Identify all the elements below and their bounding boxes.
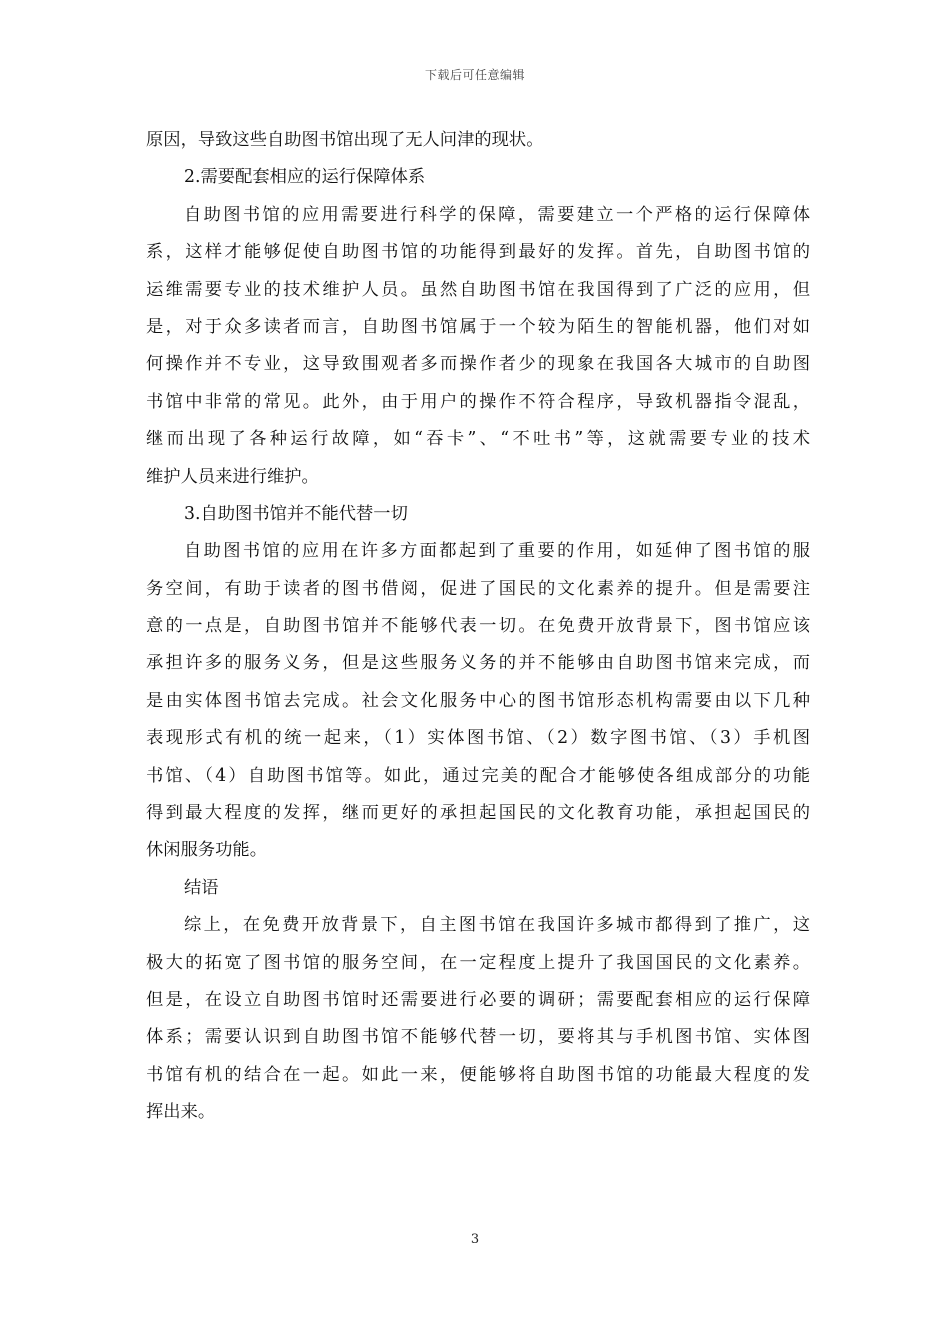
page-number: 3 [470,1232,480,1247]
text-line: 维护人员来进行维护。 [146,466,319,487]
text-line: 是由实体图书馆去完成。社会文化服务中心的图书馆形态机构需要由以下几种 [146,690,810,711]
text-line: 表现形式有机的统一起来，（1）实体图书馆、（2）数字图书馆、（3）手机图 [146,728,810,749]
text-line: 书馆、（4）自助图书馆等。如此，通过完美的配合才能够使各组成部分的功能 [146,765,810,786]
text-line: 自助图书馆的应用在许多方面都起到了重要的作用，如延伸了图书馆的服 [184,541,810,562]
text-line: 书馆有机的结合在一起。如此一来，便能够将自助图书馆的功能最大程度的发 [146,1064,810,1085]
document-body [146,122,810,1132]
text-line: 挥出来。 [146,1102,216,1123]
text-line: 但是，在设立自助图书馆时还需要进行必要的调研；需要配套相应的运行保障 [146,989,810,1010]
text-line: 意的一点是，自助图书馆并不能够代表一切。在免费开放背景下，图书馆应该 [146,616,810,637]
section-heading: 结语 [184,877,219,898]
text-line: 承担许多的服务义务，但是这些服务义务的并不能够由自助图书馆来完成，而 [146,653,810,674]
text-line: 继而出现了各种运行故障，如“吞卡”、“不吐书”等，这就需要专业的技术 [146,429,810,450]
text-line: 务空间，有助于读者的图书借阅，促进了国民的文化素养的提升。但是需要注 [146,578,810,599]
text-line: 休闲服务功能。 [146,840,267,861]
text-line: 何操作并不专业，这导致围观者多而操作者少的现象在我国各大城市的自助图 [146,354,810,375]
text-line: 得到最大程度的发挥，继而更好的承担起国民的文化教育功能，承担起国民的 [146,803,810,824]
page-header: 下载后可任意编辑 [424,68,525,82]
text-line: 运维需要专业的技术维护人员。虽然自助图书馆在我国得到了广泛的应用，但 [146,279,810,300]
text-line: 综上，在免费开放背景下，自主图书馆在我国许多城市都得到了推广，这 [184,915,810,936]
text-line: 是，对于众多读者而言，自助图书馆属于一个较为陌生的智能机器，他们对如 [146,316,810,337]
text-line: 体系；需要认识到自助图书馆不能够代替一切，要将其与手机图书馆、实体图 [146,1027,810,1048]
text-line: 自助图书馆的应用需要进行科学的保障，需要建立一个严格的运行保障体 [184,204,810,225]
section-heading: 3.自助图书馆并不能代替一切 [184,503,408,524]
text-line: 极大的拓宽了图书馆的服务空间，在一定程度上提升了我国国民的文化素养。 [146,952,810,973]
section-heading: 2.需要配套相应的运行保障体系 [184,167,426,188]
text-line: 系，这样才能够促使自助图书馆的功能得到最好的发挥。首先，自助图书馆的 [146,242,810,263]
text-line: 书馆中非常的常见。此外，由于用户的操作不符合程序，导致机器指令混乱， [146,391,810,412]
text-line: 原因，导致这些自助图书馆出现了无人问津的现状。 [146,130,544,150]
